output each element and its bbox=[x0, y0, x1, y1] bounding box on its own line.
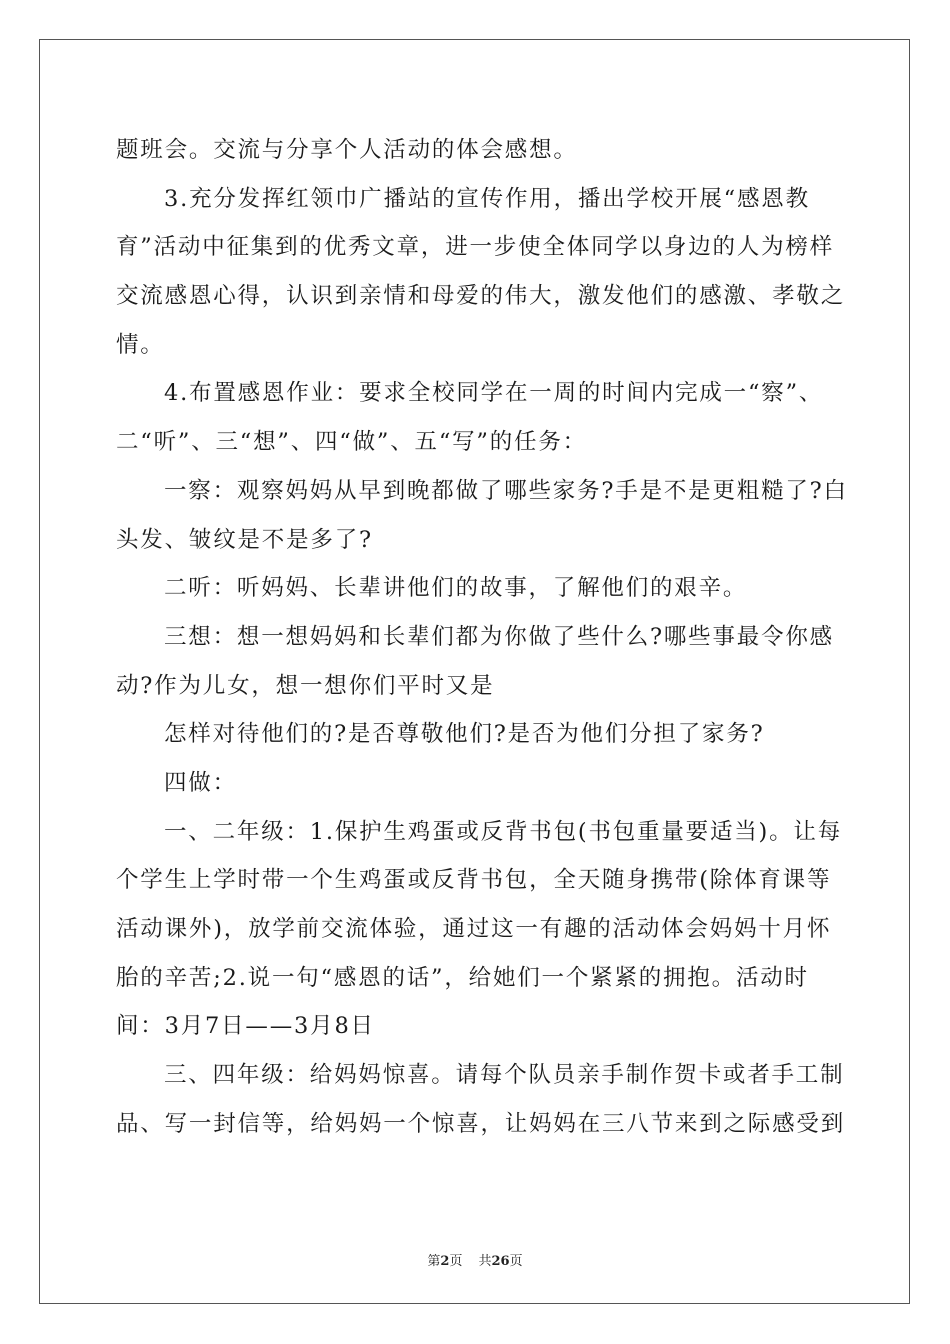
text-line: 间：3月7日——3月8日 bbox=[116, 1013, 375, 1040]
text-line: 二听：听妈妈、长辈讲他们的故事，了解他们的艰辛。 bbox=[164, 575, 748, 602]
footer-page-word: 页 bbox=[449, 1254, 463, 1269]
text-line: 胎的辛苦;2.说一句“感恩的话”，给她们一个紧紧的拥抱。活动时 bbox=[116, 964, 809, 991]
text-line: 一察：观察妈妈从早到晚都做了哪些家务?手是不是更粗糙了?白 bbox=[164, 477, 848, 504]
text-line: 一、二年级：1.保护生鸡蛋或反背书包(书包重量要适当)。让每 bbox=[164, 818, 843, 845]
text-line: 4.布置感恩作业：要求全校同学在一周的时间内完成一“察”、 bbox=[164, 380, 824, 407]
text-line: 个学生上学时带一个生鸡蛋或反背书包，全天随身携带(除体育课等 bbox=[116, 867, 832, 894]
page-footer bbox=[0, 1250, 950, 1269]
current-page-number: 2 bbox=[440, 1254, 450, 1269]
document-body bbox=[116, 126, 848, 1148]
footer-prefix: 第 bbox=[427, 1254, 441, 1269]
text-line: 二“听”、三“想”、四“做”、五“写”的任务： bbox=[116, 429, 587, 456]
text-line: 三、四年级：给妈妈惊喜。请每个队员亲手制作贺卡或者手工制 bbox=[164, 1062, 845, 1089]
text-line: 情。 bbox=[116, 331, 165, 358]
text-line: 三想：想一想妈妈和长辈们都为你做了些什么?哪些事最令你感 bbox=[164, 623, 834, 650]
text-line: 怎样对待他们的?是否尊敬他们?是否为他们分担了家务? bbox=[164, 721, 765, 748]
text-line: 题班会。交流与分享个人活动的体会感想。 bbox=[116, 137, 578, 163]
text-line: 动?作为儿女，想一想你们平时又是 bbox=[116, 672, 495, 699]
text-line: 交流感恩心得，认识到亲情和母爱的伟大，激发他们的感激、孝敬之 bbox=[116, 283, 846, 310]
text-line: 3.充分发挥红领巾广播站的宣传作用，播出学校开展“感恩教 bbox=[164, 185, 810, 212]
text-line: 品、写一封信等，给妈妈一个惊喜，让妈妈在三八节来到之际感受到 bbox=[116, 1110, 846, 1137]
text-line: 四做： bbox=[164, 769, 237, 796]
text-line: 育”活动中征集到的优秀文章，进一步使全体同学以身边的人为榜样 bbox=[116, 234, 835, 261]
text-line: 活动课外)，放学前交流体验，通过这一有趣的活动体会妈妈十月怀 bbox=[116, 916, 832, 942]
footer-total-prefix: 共 bbox=[478, 1254, 492, 1269]
text-line: 头发、皱纹是不是多了? bbox=[116, 526, 373, 553]
footer-total-suffix: 页 bbox=[509, 1254, 523, 1269]
total-pages-number: 26 bbox=[491, 1254, 510, 1269]
